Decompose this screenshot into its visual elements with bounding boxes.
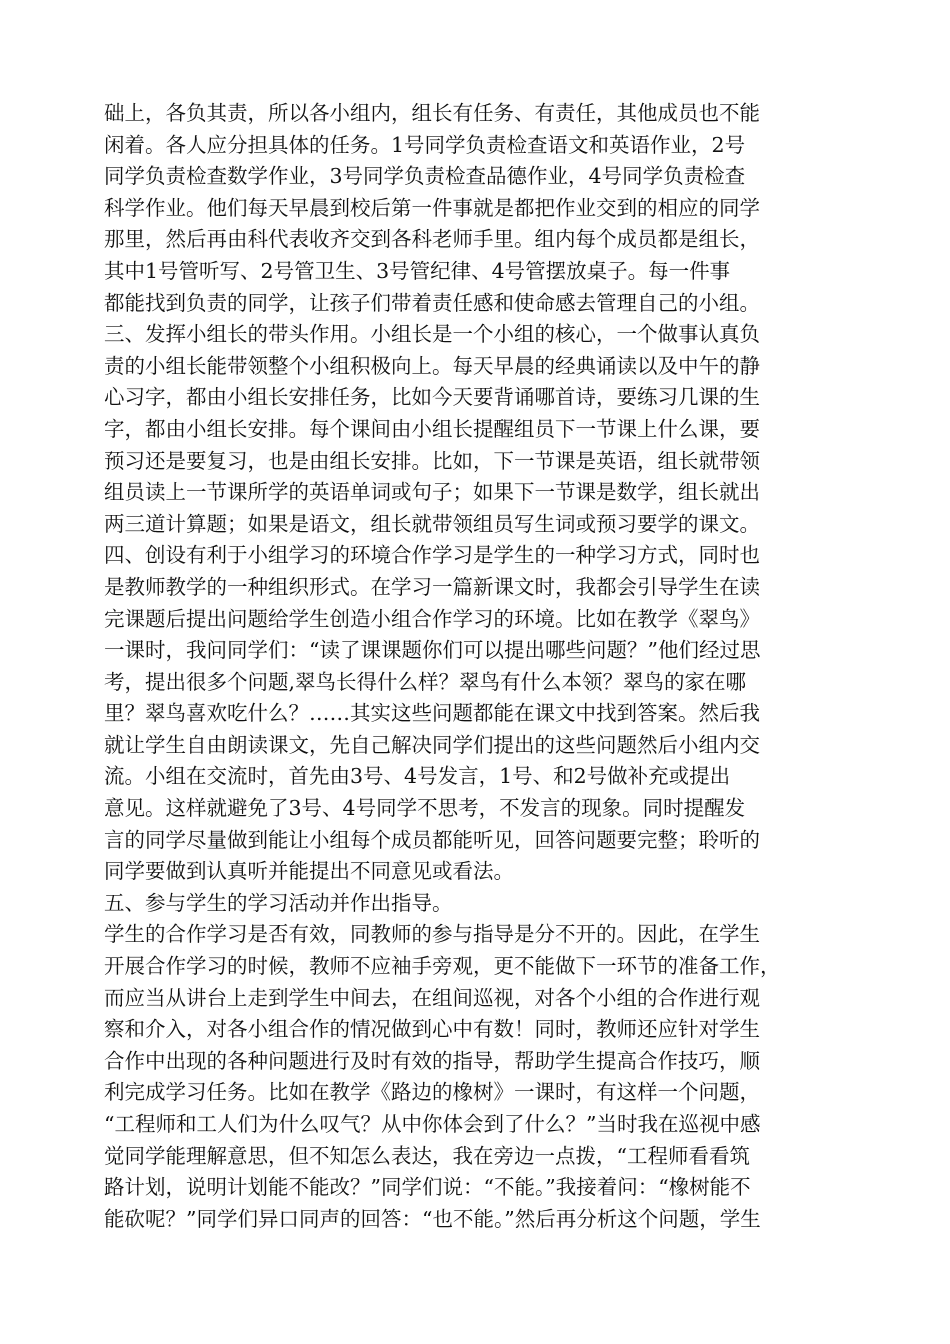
- text-line: 而应当从讲台上走到学生中间去，在组间巡视，对各个小组的合作进行观: [104, 985, 760, 1010]
- text-line: 流。小组在交流时，首先由3号、4号发言，1号、和2号做补充或提出: [104, 764, 731, 789]
- text-line: 两三道计算题；如果是语文，组长就带领组员写生词或预习要学的课文。: [104, 511, 760, 536]
- text-line: 能砍呢？”同学们异口同声的回答：“也不能。”然后再分析这个问题，学生: [104, 1206, 761, 1231]
- text-line: 完课题后提出问题给学生创造小组合作学习的环境。比如在教学《翠鸟》: [104, 606, 760, 631]
- text-line: 察和介入，对各小组合作的情况做到心中有数！同时，教师还应针对学生: [104, 1017, 760, 1042]
- text-line: 础上，各负其责，所以各小组内，组长有任务、有责任，其他成员也不能: [104, 101, 760, 125]
- text-line: 利完成学习任务。比如在教学《路边的橡树》一课时，有这样一个问题，: [104, 1080, 760, 1105]
- text-line: 就让学生自由朗读课文，先自己解决同学们提出的这些问题然后小组内交: [104, 732, 760, 757]
- text-line: 学生的合作学习是否有效，同教师的参与指导是分不开的。因此，在学生: [104, 922, 760, 947]
- text-line: 闲着。各人应分担具体的任务。1号同学负责检查语文和英语作业，2号: [104, 132, 746, 157]
- text-line: 言的同学尽量做到能让小组每个成员都能听见，回答问题要完整；聆听的: [104, 827, 760, 852]
- document-body: [104, 98, 864, 1235]
- text-line: 预习还是要复习，也是由组长安排。比如，下一节课是英语，组长就带领: [104, 448, 760, 473]
- text-line: “工程师和工人们为什么叹气？从中你体会到了什么？”当时我在巡视中感: [104, 1112, 761, 1136]
- section-heading-3: 三、发挥小组长的带头作用。小组长是一个小组的核心，一个做事认真负: [104, 322, 760, 347]
- text-line: 是教师教学的一种组织形式。在学习一篇新课文时，我都会引导学生在读: [104, 574, 760, 599]
- text-line: 开展合作学习的时候，教师不应袖手旁观，更不能做下一环节的准备工作，: [104, 954, 781, 979]
- text-line: 字，都由小组长安排。每个课间由小组长提醒组员下一节课上什么课，要: [104, 416, 760, 441]
- text-line: 都能找到负责的同学，让孩子们带着责任感和使命感去管理自己的小组。: [104, 290, 760, 315]
- text-line: 那里，然后再由科代表收齐交到各科老师手里。组内每个成员都是组长，: [104, 227, 760, 252]
- text-line: 责的小组长能带领整个小组积极向上。每天早晨的经典诵读以及中午的静: [104, 353, 760, 378]
- text-line: 其中1号管听写、2号管卫生、3号管纪律、4号管摆放桌子。每一件事: [104, 258, 731, 283]
- text-line: 觉同学能理解意思，但不知怎么表达，我在旁边一点拨，“工程师看看筑: [104, 1143, 750, 1168]
- section-heading-5: 五、参与学生的学习活动并作出指导。: [104, 890, 453, 915]
- text-line: 里？翠鸟喜欢吃什么？……其实这些问题都能在课文中找到答案。然后我: [104, 701, 760, 726]
- text-line: 合作中出现的各种问题进行及时有效的指导，帮助学生提高合作技巧，顺: [104, 1048, 760, 1073]
- text-line: 考，提出很多个问题,翠鸟长得什么样？翠鸟有什么本领？翠鸟的家在哪: [104, 669, 747, 694]
- text-line: 意见。这样就避免了3号、4号同学不思考，不发言的现象。同时提醒发: [104, 796, 746, 821]
- text-line: 组员读上一节课所学的英语单词或句子；如果下一节课是数学，组长就出: [104, 480, 760, 505]
- text-line: 同学要做到认真听并能提出不同意见或看法。: [104, 859, 514, 884]
- text-line: 同学负责检查数学作业，3号同学负责检查品德作业，4号同学负责检查: [104, 164, 746, 189]
- text-line: 心习字，都由小组长安排任务，比如今天要背诵哪首诗，要练习几课的生: [104, 385, 760, 410]
- text-line: 一课时，我问同学们：“读了课课题你们可以提出哪些问题？”他们经过思: [104, 638, 761, 663]
- section-heading-4: 四、创设有利于小组学习的环境合作学习是学生的一种学习方式，同时也: [104, 543, 760, 568]
- text-line: 路计划，说明计划能不能改？”同学们说：“不能。”我接着问：“橡树能不: [104, 1175, 751, 1200]
- text-line: 科学作业。他们每天早晨到校后第一件事就是都把作业交到的相应的同学: [104, 195, 760, 220]
